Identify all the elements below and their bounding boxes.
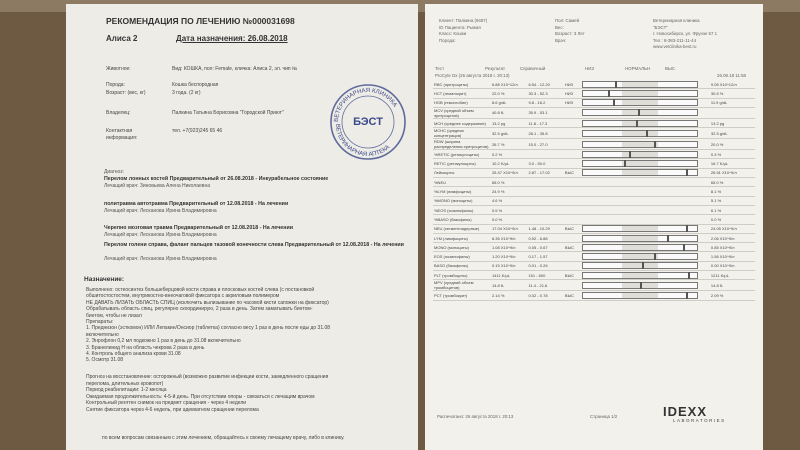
test-flag: ВЫС — [564, 168, 581, 177]
normal-range-zone — [622, 236, 658, 241]
lab-row — [433, 150, 755, 159]
field-value: тел. +7(923)245 65 46 — [172, 128, 223, 134]
range-bar — [582, 244, 698, 251]
range-bar-cell — [581, 261, 710, 270]
test-name: %RETIC (ретикулоциты) — [433, 150, 491, 159]
range-bar-cell — [581, 118, 710, 127]
test-reference — [527, 215, 563, 224]
footer-note: по всем вопросам связанным с этим лечением, обращайтесь к своему лечащему врачу, либо в клинику. — [102, 435, 345, 441]
header-line: "БЭСТ" — [653, 24, 668, 30]
normal-range-zone — [622, 152, 658, 157]
test-result: 1411 K/µL — [491, 271, 527, 280]
previous-result: 24.05 X10^9/л — [710, 224, 755, 233]
prescription-line: 4. Контроль общего анализа крови 31.08 — [86, 351, 181, 357]
diagnosis-title: Перелом голени справа, фаланг пальцев тазовой конечности слева Предварительный от 12.08.2018 - На лечении — [104, 242, 404, 248]
prognosis-line: Период реабилитации: 1-2 месяца — [86, 387, 167, 394]
test-reference: 2.87 - 17.02 — [527, 168, 563, 177]
result-marker — [654, 141, 656, 148]
prognosis-line: Ожидаемая продолжительность: 4-5-й день. При отсутствии опоры - связаться с лечащим врачом — [86, 393, 315, 400]
col-normal: НОРМАЛЬН — [625, 66, 651, 71]
lab-row — [433, 168, 755, 177]
lab-row — [433, 252, 755, 261]
range-bar — [582, 151, 698, 158]
test-reference — [527, 150, 563, 159]
printed-date: Распечатано: 26 августа 2018 г. 20:13 — [437, 414, 514, 419]
normal-range-zone — [622, 273, 658, 278]
diagnosis-doctor: Лечащий врач: Лесканова Ирина Владимировна — [104, 232, 217, 238]
normal-range-zone — [622, 226, 658, 231]
result-marker — [646, 130, 648, 137]
range-bar-cell — [581, 98, 710, 107]
header-line: Порода: — [439, 37, 456, 43]
field-value: Палкина Татьяна Борисовна "Городской Приют" — [172, 110, 284, 116]
test-flag — [564, 178, 581, 187]
test-reference: 0.02 - 0.78 — [527, 291, 563, 300]
range-bar — [582, 109, 698, 116]
normal-range-zone — [622, 263, 658, 268]
range-bar-cell — [581, 196, 710, 205]
header-line: Возраст: 3 Лет — [555, 31, 585, 36]
prescription-line: обшитостостостем, внутрикостно-внеочаговой фиксатора с акриловым полимером — [86, 293, 280, 300]
test-name: RBC (эритроциты) — [433, 80, 491, 89]
result-marker — [686, 292, 688, 299]
range-bar — [582, 99, 698, 106]
range-bar — [582, 272, 698, 279]
result-marker — [683, 244, 685, 251]
range-bar — [582, 169, 698, 176]
col-reference: Справочный — [520, 66, 546, 71]
idexx-logo: IDEXX — [663, 404, 708, 419]
range-bar — [582, 225, 698, 232]
test-reference — [527, 178, 563, 187]
previous-result: 9.05 X10^12/л — [710, 80, 755, 89]
test-name: %MONO (моноциты) — [433, 196, 491, 205]
previous-result: 30.5 % — [710, 89, 755, 98]
prescription-line: НЕ ДАВАТЬ ЛИЗАТЬ ОБЛАСТЬ СПИЦ (исключить вылизывание по часовой кисти сапожки на фиксатор) — [86, 299, 329, 306]
col-low: НИЗ — [585, 66, 594, 71]
range-bar-cell — [581, 233, 710, 242]
range-bar-cell — [581, 271, 710, 280]
prescription-line: 5. Осмотр 31.08 — [86, 357, 124, 364]
seal-top-text: ВЕТЕРИНАРНАЯ КЛИНИКА — [333, 87, 398, 123]
result-marker — [654, 253, 656, 260]
lab-row — [433, 159, 755, 168]
test-name: HCT (гематокрит) — [433, 89, 491, 98]
test-result: 0.5 % — [491, 205, 527, 214]
previous-result: 32.5 g/dL — [710, 128, 755, 139]
prescription-line: 1. Преднизон (эсткомон) ИЛИ Лепакин/Онсиор (таблетка) согласно весу 1 раз в день после еды до 31.08 — [86, 325, 331, 332]
range-bar-cell — [581, 159, 710, 168]
seal-bottom-text: ВЕТЕРИНАРНАЯ АПТЕКА — [333, 123, 392, 159]
test-reference: 1.48 - 10.29 — [527, 224, 563, 233]
previous-result: 2.06 X10^9/л — [710, 233, 755, 242]
result-marker — [667, 235, 669, 242]
range-bar — [582, 81, 698, 88]
header-line: Тел.: 8-383-211-11-44 — [653, 37, 697, 43]
previous-result: 26.51 X10^9/л — [710, 168, 755, 177]
range-bar-cell — [581, 107, 710, 118]
result-marker — [636, 120, 638, 127]
previous-result: 8.1 % — [710, 187, 755, 196]
lab-row — [433, 80, 755, 89]
normal-range-zone — [622, 293, 658, 298]
result-marker — [615, 81, 617, 88]
header-line: Класс: Кошки — [439, 31, 467, 36]
test-flag — [564, 107, 581, 118]
test-reference: 11.4 - 21.6 — [527, 280, 563, 291]
previous-result: 5.1 % — [710, 196, 755, 205]
range-bar-cell — [581, 224, 710, 233]
range-bar-cell — [581, 205, 710, 214]
previous-result: 1211 K/µL — [710, 271, 755, 280]
result-marker — [613, 99, 615, 106]
range-bar — [582, 90, 698, 97]
test-result: 10.2 K/µL — [491, 159, 527, 168]
field-label: Владелец: — [106, 110, 131, 116]
field-value: Вид: КОШКА, пол: Female, кличка: Алиса 2, эл. чип № — [172, 66, 298, 72]
header-line: Ветеринарная клиника — [653, 18, 700, 23]
test-reference — [527, 205, 563, 214]
test-name: Лейкоциты — [433, 168, 491, 177]
lab-row — [433, 196, 755, 205]
previous-result: 6.1 % — [710, 205, 755, 214]
normal-range-zone — [622, 170, 658, 175]
test-flag: ВЫС — [564, 271, 581, 280]
test-flag — [564, 159, 581, 168]
result-marker — [629, 151, 631, 158]
test-result: 65.0 % — [491, 178, 527, 187]
prescription-heading: Назначение: — [84, 276, 125, 283]
test-result: 6.88 X10^12/л — [491, 80, 527, 89]
lab-row — [433, 280, 755, 291]
treatment-recommendation-page — [66, 4, 418, 450]
prognosis-line: Контрольный рентген снимок на предмет сращения - через 4 недели — [86, 400, 247, 407]
range-bar-cell — [581, 243, 710, 252]
seal-center-text: БЭСТ — [353, 116, 383, 128]
test-result: 4.6 % — [491, 196, 527, 205]
prescription-line: 3. Бранелинид Н на область чекрова 2 раза в день — [86, 344, 205, 351]
test-name: %LYM (лимфоциты) — [433, 187, 491, 196]
test-flag — [564, 233, 581, 242]
range-bar-cell — [581, 89, 710, 98]
run-date: 26.08.18 11:58 — [717, 73, 746, 78]
range-bar-cell — [581, 280, 710, 291]
test-result: 26.7 % — [491, 139, 527, 150]
diagnosis-doctor: Лечащий врач: Лесканова Ирина Владимировна — [104, 256, 217, 262]
test-reference: 0.05 - 0.67 — [527, 243, 563, 252]
test-reference: 11.8 - 17.3 — [527, 118, 563, 127]
diagnosis-title: Черепно мозговая травма Предварительный от 12.08.2018 - На лечении — [104, 225, 293, 231]
test-reference — [527, 196, 563, 205]
range-bar-cell — [581, 139, 710, 150]
test-flag: НИЗ — [564, 89, 581, 98]
result-marker — [624, 160, 626, 167]
lab-row — [433, 224, 755, 233]
previous-result: 65.0 % — [710, 178, 755, 187]
prescription-line: бинтом, чтобы не лизал — [86, 312, 142, 319]
test-result: 0.15 X10^9/л — [491, 261, 527, 270]
header-line: г. Новосибирск, ул. Фрунзе 57 1 — [653, 31, 718, 36]
test-result: 8.6 g/dL — [491, 98, 527, 107]
diagnosis-heading: Диагноз: — [104, 169, 124, 175]
lab-row — [433, 271, 755, 280]
test-result: 25.47 X10^9/л — [491, 168, 527, 177]
normal-range-zone — [622, 100, 658, 105]
lab-row — [433, 205, 755, 214]
lab-results-table — [433, 80, 755, 301]
page-number: Страница 1/2 — [590, 414, 618, 419]
result-marker — [686, 169, 688, 176]
previous-result: 0.0 % — [710, 215, 755, 224]
test-flag — [564, 128, 581, 139]
appointment-date: Дата назначения: 26.08.2018 — [176, 34, 288, 43]
lab-row — [433, 243, 755, 252]
range-bar — [582, 262, 698, 269]
test-reference: 0.17 - 1.57 — [527, 252, 563, 261]
test-flag: ВЫС — [564, 291, 581, 300]
test-flag — [564, 252, 581, 261]
field-label: Животное: — [106, 66, 131, 72]
prescription-line: Обрабатывать область спиц, регулярно скоординирую, 2 раза в день. Затем заматывать бинтом- — [86, 306, 313, 313]
field-label: Порода: — [106, 82, 125, 88]
diagnosis-doctor: Лечащий врач: Зиновьева Алена Николаевна — [104, 183, 210, 189]
pet-name: Алиса 2 — [106, 34, 138, 43]
test-flag — [564, 139, 581, 150]
previous-result: 14.8 fL — [710, 280, 755, 291]
test-result: 32.5 g/dL — [491, 128, 527, 139]
test-reference: 6.54 - 12.20 — [527, 80, 563, 89]
test-flag: ВЫС — [564, 243, 581, 252]
range-bar-cell — [581, 252, 710, 261]
test-flag: НИЗ — [564, 98, 581, 107]
prescription-line: Препараты: — [86, 319, 114, 325]
previous-result: 0.00 X10^9/л — [710, 261, 755, 270]
test-reference: 0.01 - 0.26 — [527, 261, 563, 270]
range-bar — [582, 282, 698, 289]
test-name: MCHC (средняя концентрация) — [433, 128, 491, 139]
test-reference: 15.0 - 27.0 — [527, 139, 563, 150]
test-flag — [564, 187, 581, 196]
test-name: MCH (среднее содержание) — [433, 118, 491, 127]
test-reference: 151 - 600 — [527, 271, 563, 280]
normal-range-zone — [622, 245, 658, 250]
prognosis-line: Снятие фиксатора через 4-6 недель, при адекватном сращении перелома — [86, 407, 259, 413]
field-value: Кошка беспородная — [172, 82, 219, 88]
range-bar-cell — [581, 187, 710, 196]
result-marker — [686, 225, 688, 232]
test-result: 6.35 X10^9/л — [491, 233, 527, 242]
test-result: 1.20 X10^9/л — [491, 252, 527, 261]
lab-row — [433, 128, 755, 139]
lab-row — [433, 178, 755, 187]
previous-result: 13.2 pg — [710, 118, 755, 127]
col-result: Результат — [485, 66, 505, 71]
lab-row — [433, 98, 755, 107]
normal-range-zone — [622, 91, 658, 96]
normal-range-zone — [622, 82, 658, 87]
range-bar — [582, 235, 698, 242]
test-name: PCT (тромбокрит) — [433, 291, 491, 300]
prescription-line: 2. Энрофлон 0,2 мл подкожно 1 раз в день до 31.08 включительно — [86, 338, 241, 345]
range-bar-cell — [581, 215, 710, 224]
previous-result: 0.85 X10^9/л — [710, 243, 755, 252]
test-name: MPV (средний объем тромбоцитов) — [433, 280, 491, 291]
previous-result: 2.09 % — [710, 291, 755, 300]
test-name: RDW (ширина распределения эритроцитов) — [433, 139, 491, 150]
lab-row — [433, 233, 755, 242]
range-bar — [582, 130, 698, 137]
diagnosis-title: Перелом лонных костей Предварительный от 26.08.2018 - Инкурабельное состояние — [104, 176, 329, 182]
range-bar-cell — [581, 80, 710, 89]
previous-result: 1.56 X10^9/л — [710, 252, 755, 261]
test-name: EOS (эозинофилы) — [433, 252, 491, 261]
header-line: Вес: — [555, 24, 564, 30]
test-result: 2.14 % — [491, 291, 527, 300]
clinic-seal-stamp — [328, 82, 408, 162]
test-flag — [564, 196, 581, 205]
test-reference: 30.3 - 52.3 — [527, 89, 563, 98]
range-bar — [582, 141, 698, 148]
test-flag — [564, 118, 581, 127]
test-name: LYM (лимфоциты) — [433, 233, 491, 242]
prognosis-line: перелома, длительных кровопот) — [86, 380, 164, 387]
result-marker — [638, 109, 640, 116]
test-result: 40.8 fL — [491, 107, 527, 118]
test-name: %EOS (эозинофилы) — [433, 205, 491, 214]
result-marker — [608, 90, 610, 97]
header-line: Клиент: Палкина (9487) — [439, 18, 488, 23]
test-flag — [564, 261, 581, 270]
field-value: 3 года. (2 кг) — [172, 90, 201, 96]
test-reference — [527, 187, 563, 196]
test-flag — [564, 215, 581, 224]
diagnosis-title: политравма автотравма Предварительный от 12.08.2018 - На лечении — [104, 201, 289, 207]
test-name: RETIC (ретикулоциты) — [433, 159, 491, 168]
normal-range-zone — [622, 161, 658, 166]
test-name: %BASO (базофилы) — [433, 215, 491, 224]
test-name: NEU (сегментоядерные) — [433, 224, 491, 233]
test-result: 0.2 % — [491, 150, 527, 159]
range-bar — [582, 160, 698, 167]
prescription-line: Выполнено: остеосинтез большеберцовой кости справа и плосковых костей слева (с постановкой — [86, 287, 315, 293]
normal-range-zone — [622, 110, 658, 115]
lab-results-page — [425, 4, 763, 450]
lab-row — [433, 291, 755, 300]
previous-result: 16.7 K/µL — [710, 159, 755, 168]
previous-result: 0.3 % — [710, 150, 755, 159]
test-result: 24.9 % — [491, 187, 527, 196]
analyzer-run: ProCyte Dx (26 августа 2018 г. 20:13) — [435, 73, 510, 78]
result-marker — [688, 272, 690, 279]
header-line: Врач: — [555, 37, 567, 43]
test-name: PLT (тромбоциты) — [433, 271, 491, 280]
lab-row — [433, 261, 755, 270]
col-test: Тест — [435, 66, 445, 71]
field-label: Контактная информация: — [106, 128, 138, 141]
normal-range-zone — [622, 131, 658, 136]
test-result: 0.0 % — [491, 215, 527, 224]
result-marker — [642, 262, 644, 269]
test-name: BASO (базофилы) — [433, 261, 491, 270]
test-name: HGB (гемоглобин) — [433, 98, 491, 107]
range-bar — [582, 253, 698, 260]
recommendation-title: РЕКОМЕНДАЦИЯ ПО ЛЕЧЕНИЮ №000031698 — [106, 16, 295, 26]
lab-row — [433, 139, 755, 150]
previous-result: 20.0 % — [710, 139, 755, 150]
lab-row — [433, 118, 755, 127]
range-bar — [582, 120, 698, 127]
test-reference: 28.1 - 35.8 — [527, 128, 563, 139]
lab-row — [433, 215, 755, 224]
test-result: 22.0 % — [491, 89, 527, 98]
test-reference: 9.8 - 16.2 — [527, 98, 563, 107]
range-bar-cell — [581, 150, 710, 159]
test-reference: 0.92 - 6.88 — [527, 233, 563, 242]
header-line: ID Пациента: Рыжая — [439, 24, 481, 30]
lab-row — [433, 187, 755, 196]
range-bar-cell — [581, 128, 710, 139]
prognosis-line: Прогноз на восстановление: осторожный (возможно развитие инфекции кости, замедленного сращения — [86, 374, 329, 380]
test-name: MCV (средний объем эритроцитов) — [433, 107, 491, 118]
range-bar-cell — [581, 291, 710, 300]
test-reference: 3.0 - 50.0 — [527, 159, 563, 168]
range-bar-cell — [581, 168, 710, 177]
lab-row — [433, 107, 755, 118]
test-result: 17.04 X10^9/л — [491, 224, 527, 233]
previous-result: 11.9 g/dL — [710, 98, 755, 107]
test-reference: 35.9 - 53.1 — [527, 107, 563, 118]
test-result: 13.2 pg — [491, 118, 527, 127]
test-result: 1.08 X10^9/л — [491, 243, 527, 252]
field-label: Возраст: (вес, кг) — [106, 90, 146, 96]
col-high: ВЫС — [665, 66, 675, 71]
test-flag — [564, 205, 581, 214]
range-bar-cell — [581, 178, 710, 187]
diagnosis-doctor: Лечащий врач: Лесканова Ирина Владимировна — [104, 208, 217, 214]
header-line: Пол: Самей — [555, 18, 580, 23]
test-flag: НИЗ — [564, 80, 581, 89]
header-line: www.vetclinika-best.ru — [653, 44, 697, 49]
test-name: MONO (моноциты) — [433, 243, 491, 252]
test-flag — [564, 280, 581, 291]
prescription-line: включительно — [86, 331, 119, 338]
normal-range-zone — [622, 121, 658, 126]
lab-row — [433, 89, 755, 98]
idexx-logo-sub: LABORATORIES — [673, 418, 726, 423]
range-bar — [582, 292, 698, 299]
test-result: 14.8 fL — [491, 280, 527, 291]
test-name: %NEU — [433, 178, 491, 187]
test-flag: ВЫС — [564, 224, 581, 233]
previous-result — [710, 107, 755, 118]
result-marker — [640, 282, 642, 289]
test-flag — [564, 150, 581, 159]
